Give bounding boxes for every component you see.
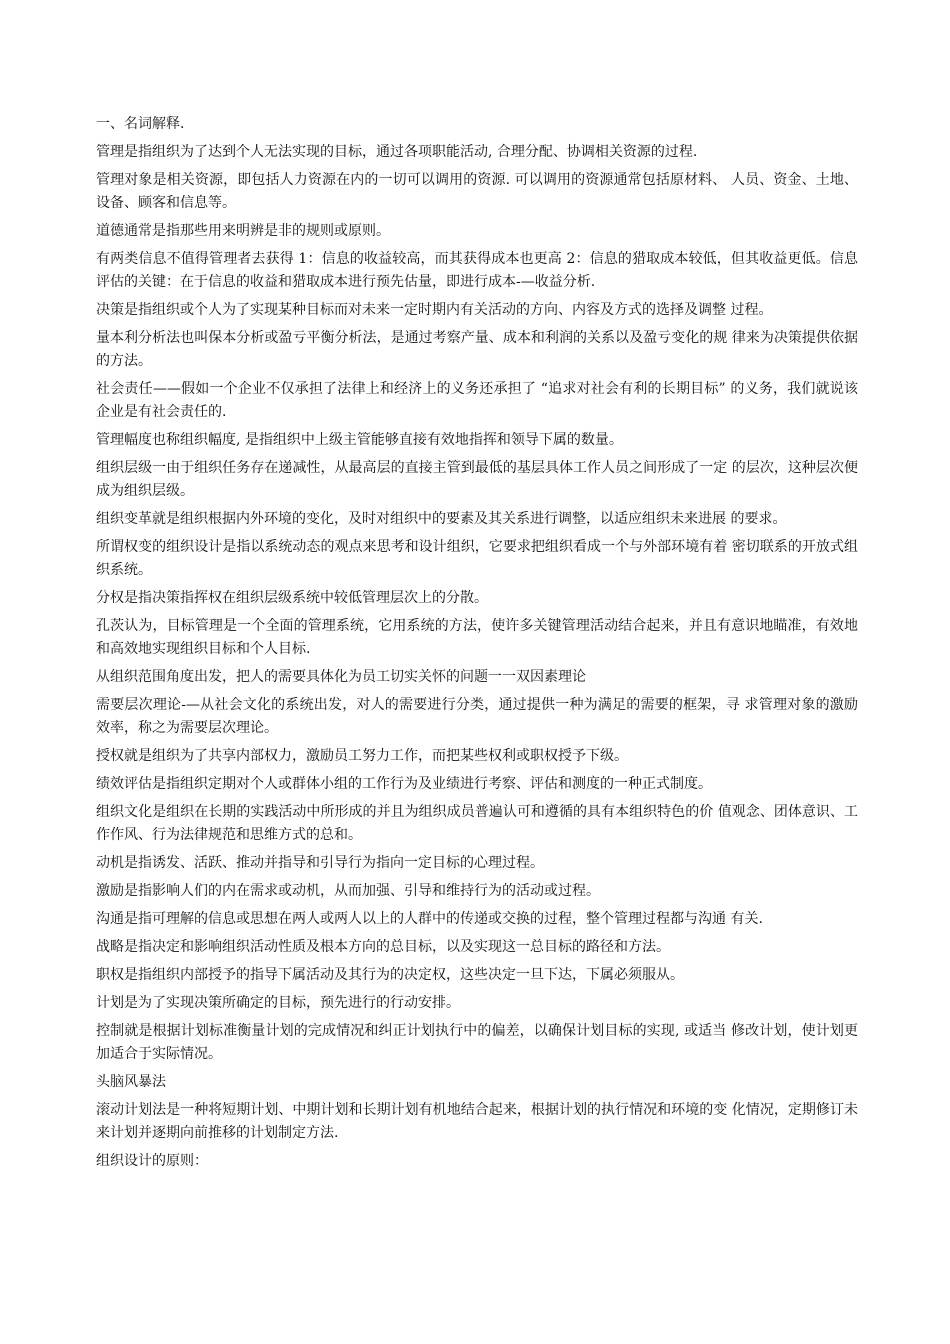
paragraph-contingency-design: 所谓权变的组织设计是指以系统动态的观点来思考和设计组织，它要求把组织看成一个与外部环境有着 密切联系的开放式组织系统。	[96, 539, 858, 578]
paragraph-org-levels: 组织层级一由于组织任务存在递减性，从最高层的直接主管到最低的基层具体工作人员之间形成了一定 的层次，这种层次便成为组织层级。	[96, 460, 858, 499]
paragraph-two-factor: 从组织范围角度出发，把人的需要具体化为员工切实关怀的问题一一双因素理论	[96, 669, 586, 685]
paragraph-rolling-plan: 滚动计划法是一种将短期计划、中期计划和长期计划有机地结合起来，根据计划的执行情况和环境的变 化情况，定期修订未来计划并逐期向前推移的计划制定方法.	[96, 1102, 858, 1141]
paragraph-break-even: 量本利分析法也叫保本分析或盈亏平衡分析法，是通过考察产量、成本和利润的关系以及盈亏变化的规 律来为决策提供依据的方法。	[96, 330, 858, 369]
paragraph-org-culture: 组织文化是组织在长期的实践活动中所形成的并且为组织成员普遍认可和遵循的具有本组织特色的价 值观念、团体意识、工作作风、行为法律规范和思维方式的总和。	[96, 804, 858, 843]
paragraph-brainstorming: 头脑风暴法	[96, 1074, 166, 1090]
paragraph-mbo: 孔茨认为，目标管理是一个全面的管理系统，它用系统的方法，使许多关键管理活动结合起来，并且有意识地瞄准，有效地和高效地实现组织目标和个人目标.	[96, 618, 858, 657]
paragraph-motivation-drive: 动机是指诱发、活跃、推动并指导和引导行为指向一定目标的心理过程。	[96, 855, 544, 871]
paragraph-incentive: 激励是指影响人们的内在需求或动机，从而加强、引导和维持行为的活动或过程。	[96, 883, 600, 899]
paragraph-strategy: 战略是指决定和影响组织活动性质及根本方向的总目标，以及实现这一总目标的路径和方法。	[96, 939, 670, 955]
paragraph-list	[96, 141, 858, 1173]
paragraph-information: 有两类信息不值得管理者去获得 1：信息的收益较高，而其获得成本也更高 2：信息的猎取成本较低，但其收益更低。信息评估的关键：在于信息的收益和猎取成本进行预先估量，即进行成本-—收益分析.	[96, 251, 858, 290]
paragraph-ethics: 道德通常是指那些用来明辨是非的规则或原则。	[96, 223, 390, 239]
paragraph-org-design-principles: 组织设计的原则：	[96, 1153, 208, 1169]
paragraph-decentralization: 分权是指决策指挥权在组织层级系统中较低管理层次上的分散。	[96, 590, 488, 606]
paragraph-hierarchy-of-needs: 需要层次理论-—从社会文化的系统出发，对人的需要进行分类，通过提供一种为满足的需要的框架，寻 求管理对象的激励效率，称之为需要层次理论。	[96, 697, 858, 736]
paragraph-social-responsibility: 社会责任——假如一个企业不仅承担了法律上和经济上的义务还承担了 “追求对社会有利的长期目标” 的义务，我们就说该企业是有社会责任的.	[96, 381, 858, 420]
paragraph-management-object: 管理对象是相关资源，即包括人力资源在内的一切可以调用的资源. 可以调用的资源通常包括原材料、 人员、资金、土地、设备、顾客和信息等。	[96, 172, 858, 211]
paragraph-decision: 决策是指组织或个人为了实现某种目标而对未来一定时期内有关活动的方向、内容及方式的选择及调整 过程。	[96, 302, 773, 318]
document-page	[96, 113, 858, 1178]
paragraph-org-change: 组织变革就是组织根据内外环境的变化，及时对组织中的要素及其关系进行调整，以适应组织未来进展 的要求。	[96, 511, 787, 527]
paragraph-span-of-control: 管理幅度也称组织幅度, 是指组织中上级主管能够直接有效地指挥和领导下属的数量。	[96, 432, 623, 448]
paragraph-control: 控制就是根据计划标准衡量计划的完成情况和纠正计划执行中的偏差，以确保计划目标的实现, 或适当 修改计划，使计划更加适合于实际情况。	[96, 1023, 858, 1062]
paragraph-authority: 职权是指组织内部授予的指导下属活动及其行为的决定权，这些决定一旦下达，下属必须服从。	[96, 967, 684, 983]
paragraph-management: 管理是指组织为了达到个人无法实现的目标，通过各项职能活动, 合理分配、协调相关资源的过程.	[96, 144, 698, 160]
paragraph-communication: 沟通是指可理解的信息或思想在两人或两人以上的人群中的传递或交换的过程，整个管理过程都与沟通 有关.	[96, 911, 763, 927]
paragraph-planning: 计划是为了实现决策所确定的目标，预先进行的行动安排。	[96, 995, 460, 1011]
section-heading: 一、名词解释.	[96, 116, 185, 132]
paragraph-performance-appraisal: 绩效评估是指组织定期对个人或群体小组的工作行为及业绩进行考察、评估和测度的一种正式制度。	[96, 776, 712, 792]
paragraph-delegation: 授权就是组织为了共享内部权力，激励员工努力工作，而把某些权利或职权授予下级。	[96, 748, 628, 764]
